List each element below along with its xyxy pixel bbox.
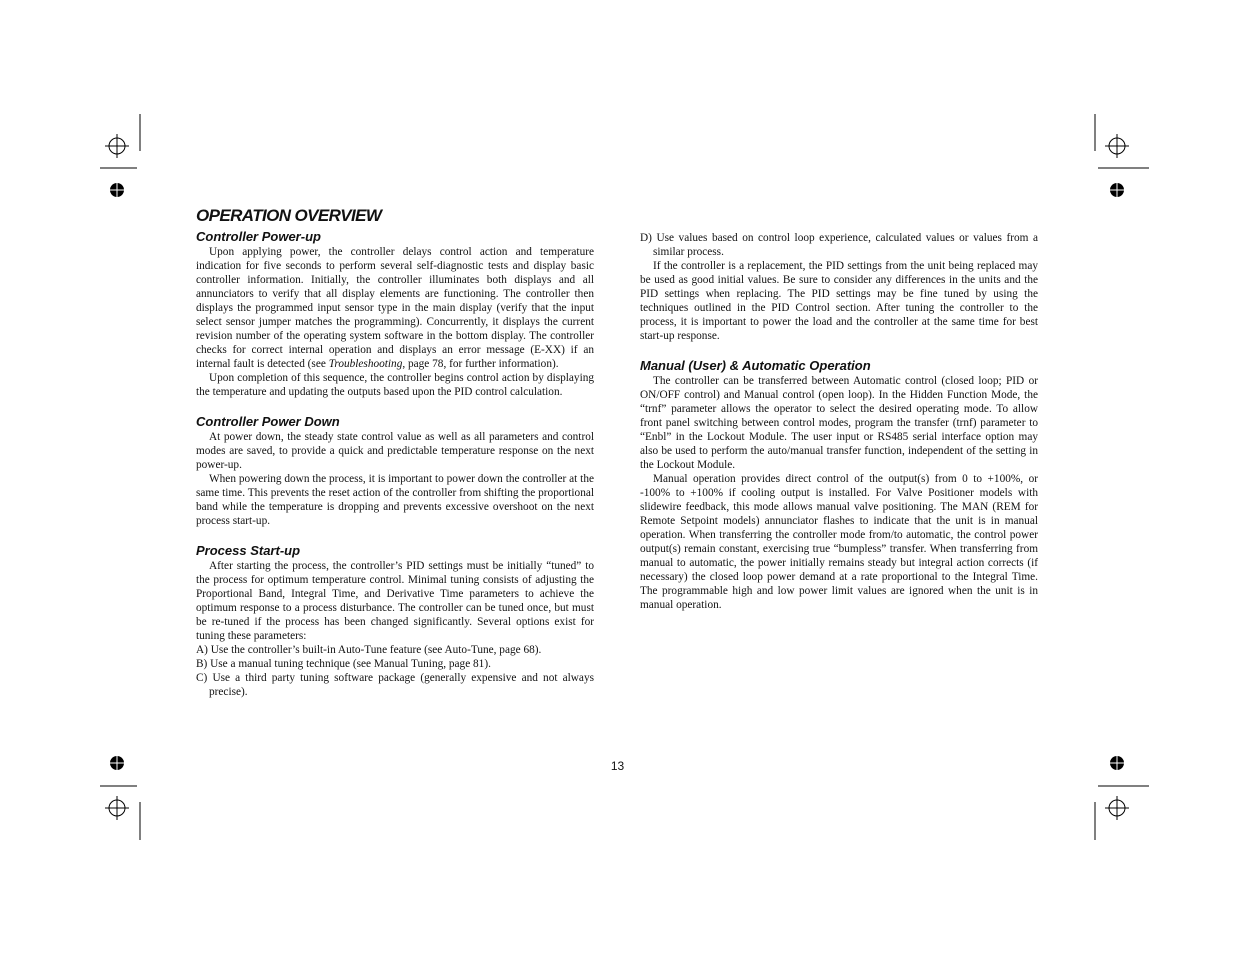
manual-auto-paragraph-1: The controller can be transferred between Automatic control (closed loop; PID or ON/OFF control) and Manual control (open loop). In the Hidden Function Mode, the “trnf” parameter allows the operator to select the desired operating mode. To allow front panel switching between control modes, program the transfer (trnf) parameter to “Enbl” in the Lockout Module. The user input or RS485 serial interface option may also be used to perform the auto/manual transfer function, independent of the setting in the Lockout Module.	[640, 375, 1038, 471]
section-heading-power-down: Controller Power Down	[196, 414, 340, 429]
startup-paragraph-1: After starting the process, the controller’s PID settings must be initially “tuned” to the process for optimum temperature control. Minimal tuning consists of adjusting the Proportional Band, Integral Time, and Derivative Time parameters to achieve the optimum response to a process disturbance. The controller can be tuned once, but must be re-tuned if the process has been changed significantly. Several options exist for tuning these parameters:	[196, 560, 594, 642]
right-column	[640, 231, 1038, 612]
section-heading-process-startup: Process Start-up	[196, 543, 301, 558]
startup-paragraph-2: If the controller is a replacement, the PID settings from the unit being replaced may be used as good initial values. Be sure to consider any differences in the units and the PID settings when replacing. The PID settings may be fine tuned by using the techniques outlined in the PID Control section. After tuning the controller to the process, it is important to power the load and the controller at the same time for best start-up response.	[640, 260, 1038, 342]
power-up-paragraph-2: Upon completion of this sequence, the controller begins control action by displaying the temperature and updating the outputs based upon the PID control calculation.	[196, 372, 594, 398]
power-down-paragraph-1: At power down, the steady state control value as well as all parameters and control modes are saved, to provide a quick and predictable temperature response on the next power-up.	[196, 431, 594, 471]
left-column	[196, 229, 594, 699]
page-title: OPERATION OVERVIEW	[196, 206, 382, 225]
section-heading-manual-auto: Manual (User) & Automatic Operation	[640, 358, 871, 373]
power-down-paragraph-2: When powering down the process, it is important to power down the controller at the same time. This prevents the reset action of the controller from shifting the proportional band while the temperature is dropping and prevents excessive overshoot on the next process start-up.	[196, 473, 594, 527]
manual-auto-paragraph-2: Manual operation provides direct control of the output(s) from 0 to +100%, or -100% to +100% if cooling output is installed. For Valve Positioner models with slidewire feedback, this mode allows manual valve positioning. The MAN (REM for Remote Setpoint models) annunciator flashes to indicate that the unit is in manual operation. When transferring the controller mode from/to automatic, the control power output(s) remain constant, exercising true “bumpless” transfer. When transferring from manual to automatic, the power initially remains steady but integral action corrects (if necessary) the closed loop power demand at a rate proportional to the Integral Time. The programmable high and low power limit values are ignored when the unit is in manual operation.	[640, 473, 1038, 611]
troubleshooting-reference: Troubleshooting	[328, 358, 403, 370]
startup-option-a: A) Use the controller’s built-in Auto-Tune feature (see Auto-Tune, page 68).	[196, 644, 542, 656]
power-up-paragraph-1: Upon applying power, the controller delays control action and temperature indication for five seconds to perform several self-diagnostic tests and display basic controller information. Initially, the controller illuminates both displays and all annunciators to verify that all display elements are functioning. The controller then displays the programmed input sensor type in the main display (verify that the input select sensor jumper matches the programming). Concurrently, it displays the current revision number of the operating system software in the bottom display. The controller checks for correct internal operation and displays an error message (E-XX) if an internal fault is detected (see Troubleshooting, page 78, for further information).	[196, 246, 594, 370]
startup-option-b: B) Use a manual tuning technique (see Manual Tuning, page 81).	[196, 658, 491, 670]
page-number: 13	[610, 759, 625, 773]
startup-option-c: C) Use a third party tuning software package (generally expensive and not always precise).	[196, 672, 594, 698]
section-heading-power-up: Controller Power-up	[196, 229, 321, 244]
startup-option-d: D) Use values based on control loop experience, calculated values or values from a similar process.	[640, 232, 1038, 258]
